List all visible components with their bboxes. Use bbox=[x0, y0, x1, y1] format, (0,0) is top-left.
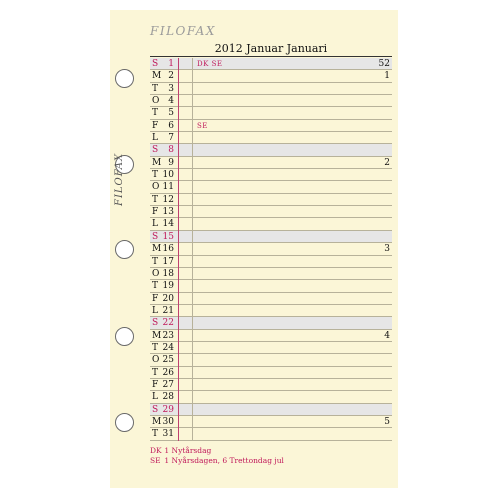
weekday-letter: T bbox=[152, 170, 159, 181]
day-row[interactable] bbox=[150, 144, 392, 156]
day-row[interactable] bbox=[150, 58, 392, 70]
day-number: 13 bbox=[162, 207, 174, 218]
day-number: 3 bbox=[168, 83, 174, 94]
day-number: 20 bbox=[162, 293, 174, 304]
day-row[interactable] bbox=[150, 231, 392, 243]
day-number: 27 bbox=[162, 379, 174, 390]
country-code: SE bbox=[150, 456, 161, 465]
footnote-line bbox=[150, 446, 284, 456]
weekday-letter: F bbox=[152, 207, 159, 218]
day-number: 18 bbox=[162, 268, 174, 279]
binder-hole bbox=[115, 413, 134, 432]
day-row[interactable] bbox=[150, 70, 392, 82]
weekday-letter: T bbox=[152, 194, 159, 205]
footnote-text: 1 Nyårsdagen, 6 Trettondag jul bbox=[164, 456, 284, 465]
weekday-letter: L bbox=[152, 219, 158, 230]
brand-logo: FILOFAX bbox=[150, 24, 216, 38]
day-row[interactable] bbox=[150, 342, 392, 354]
weekday-letter: L bbox=[152, 305, 158, 316]
footnote-line bbox=[150, 456, 284, 466]
weekday-letter: T bbox=[152, 256, 159, 267]
day-row[interactable] bbox=[150, 218, 392, 230]
day-number: 17 bbox=[162, 256, 174, 267]
day-row[interactable] bbox=[150, 293, 392, 305]
day-row[interactable] bbox=[150, 268, 392, 280]
day-row[interactable] bbox=[150, 181, 392, 193]
weekday-letter: L bbox=[152, 392, 158, 403]
day-number: 7 bbox=[168, 133, 174, 144]
weekday-letter: F bbox=[152, 120, 159, 131]
day-number: 30 bbox=[162, 416, 174, 427]
day-row[interactable] bbox=[150, 354, 392, 366]
day-number: 29 bbox=[162, 404, 174, 415]
day-row[interactable] bbox=[150, 120, 392, 132]
holiday-marker: SE bbox=[197, 121, 208, 130]
weekday-letter: T bbox=[152, 281, 159, 292]
day-row[interactable] bbox=[150, 206, 392, 218]
day-row[interactable] bbox=[150, 132, 392, 144]
day-number: 9 bbox=[168, 157, 174, 168]
column-divider bbox=[178, 58, 179, 441]
weekday-letter: T bbox=[152, 367, 159, 378]
column-divider bbox=[192, 58, 193, 441]
day-number: 23 bbox=[162, 330, 174, 341]
day-row[interactable] bbox=[150, 305, 392, 317]
day-row[interactable] bbox=[150, 367, 392, 379]
week-number: 5 bbox=[384, 416, 390, 427]
day-number: 8 bbox=[168, 145, 174, 156]
weekday-letter: O bbox=[152, 182, 160, 193]
day-row[interactable] bbox=[150, 416, 392, 428]
day-grid bbox=[150, 58, 392, 441]
day-number: 5 bbox=[168, 108, 174, 119]
day-row[interactable] bbox=[150, 83, 392, 95]
holiday-marker: DK SE bbox=[197, 60, 223, 68]
day-row[interactable] bbox=[150, 243, 392, 255]
weekday-letter: F bbox=[152, 379, 159, 390]
weekday-letter: S bbox=[152, 404, 159, 415]
weekday-letter: S bbox=[152, 318, 159, 329]
binder-hole bbox=[115, 69, 134, 88]
week-number: 4 bbox=[384, 330, 390, 341]
weekday-letter: M bbox=[152, 416, 162, 427]
day-row[interactable] bbox=[150, 256, 392, 268]
day-number: 24 bbox=[162, 342, 174, 353]
day-row[interactable] bbox=[150, 428, 392, 440]
day-row[interactable] bbox=[150, 404, 392, 416]
weekday-letter: S bbox=[152, 231, 159, 242]
day-number: 6 bbox=[168, 120, 174, 131]
day-row[interactable] bbox=[150, 379, 392, 391]
day-number: 28 bbox=[162, 392, 174, 403]
day-number: 14 bbox=[162, 219, 174, 230]
weekday-letter: T bbox=[152, 342, 159, 353]
week-number: 3 bbox=[384, 244, 390, 255]
weekday-letter: M bbox=[152, 157, 162, 168]
week-number: 2 bbox=[384, 157, 390, 168]
day-row[interactable] bbox=[150, 157, 392, 169]
weekday-letter: M bbox=[152, 71, 162, 82]
day-number: 4 bbox=[168, 96, 174, 107]
day-row[interactable] bbox=[150, 391, 392, 403]
country-code: DK bbox=[150, 446, 162, 455]
day-number: 26 bbox=[162, 367, 174, 378]
day-row[interactable] bbox=[150, 107, 392, 119]
day-number: 16 bbox=[162, 244, 174, 255]
footnote-text: 1 Nytårsdag bbox=[164, 446, 212, 455]
day-number: 1 bbox=[168, 59, 174, 69]
weekday-letter: M bbox=[152, 244, 162, 255]
weekday-letter: F bbox=[152, 293, 159, 304]
day-number: 15 bbox=[162, 231, 174, 242]
weekday-letter: L bbox=[152, 133, 158, 144]
day-row[interactable] bbox=[150, 95, 392, 107]
day-row[interactable] bbox=[150, 330, 392, 342]
weekday-letter: O bbox=[152, 268, 160, 279]
weekday-letter: M bbox=[152, 330, 162, 341]
day-row[interactable] bbox=[150, 169, 392, 181]
day-number: 22 bbox=[162, 318, 174, 329]
day-number: 19 bbox=[162, 281, 174, 292]
page-title: 2012 Januar Januari bbox=[214, 42, 328, 55]
day-row[interactable] bbox=[150, 194, 392, 206]
day-number: 31 bbox=[162, 429, 174, 440]
week-number: 52 bbox=[378, 59, 390, 69]
holiday-footnotes bbox=[150, 446, 284, 466]
day-row[interactable] bbox=[150, 317, 392, 329]
day-number: 12 bbox=[162, 194, 174, 205]
day-number: 21 bbox=[162, 305, 174, 316]
title-divider bbox=[150, 56, 392, 57]
day-number: 25 bbox=[162, 355, 174, 366]
day-number: 10 bbox=[162, 170, 174, 181]
weekday-letter: S bbox=[152, 145, 159, 156]
binder-hole bbox=[115, 327, 134, 346]
weekday-letter: T bbox=[152, 108, 159, 119]
binder-hole bbox=[115, 240, 134, 259]
weekday-letter: T bbox=[152, 83, 159, 94]
day-number: 2 bbox=[168, 71, 174, 82]
week-number: 1 bbox=[384, 71, 390, 82]
brand-logo-vertical: FILOFAX bbox=[114, 152, 125, 206]
weekday-letter: O bbox=[152, 355, 160, 366]
day-number: 11 bbox=[162, 182, 174, 193]
weekday-letter: T bbox=[152, 429, 159, 440]
weekday-letter: S bbox=[152, 59, 159, 69]
day-row[interactable] bbox=[150, 280, 392, 292]
weekday-letter: O bbox=[152, 96, 160, 107]
